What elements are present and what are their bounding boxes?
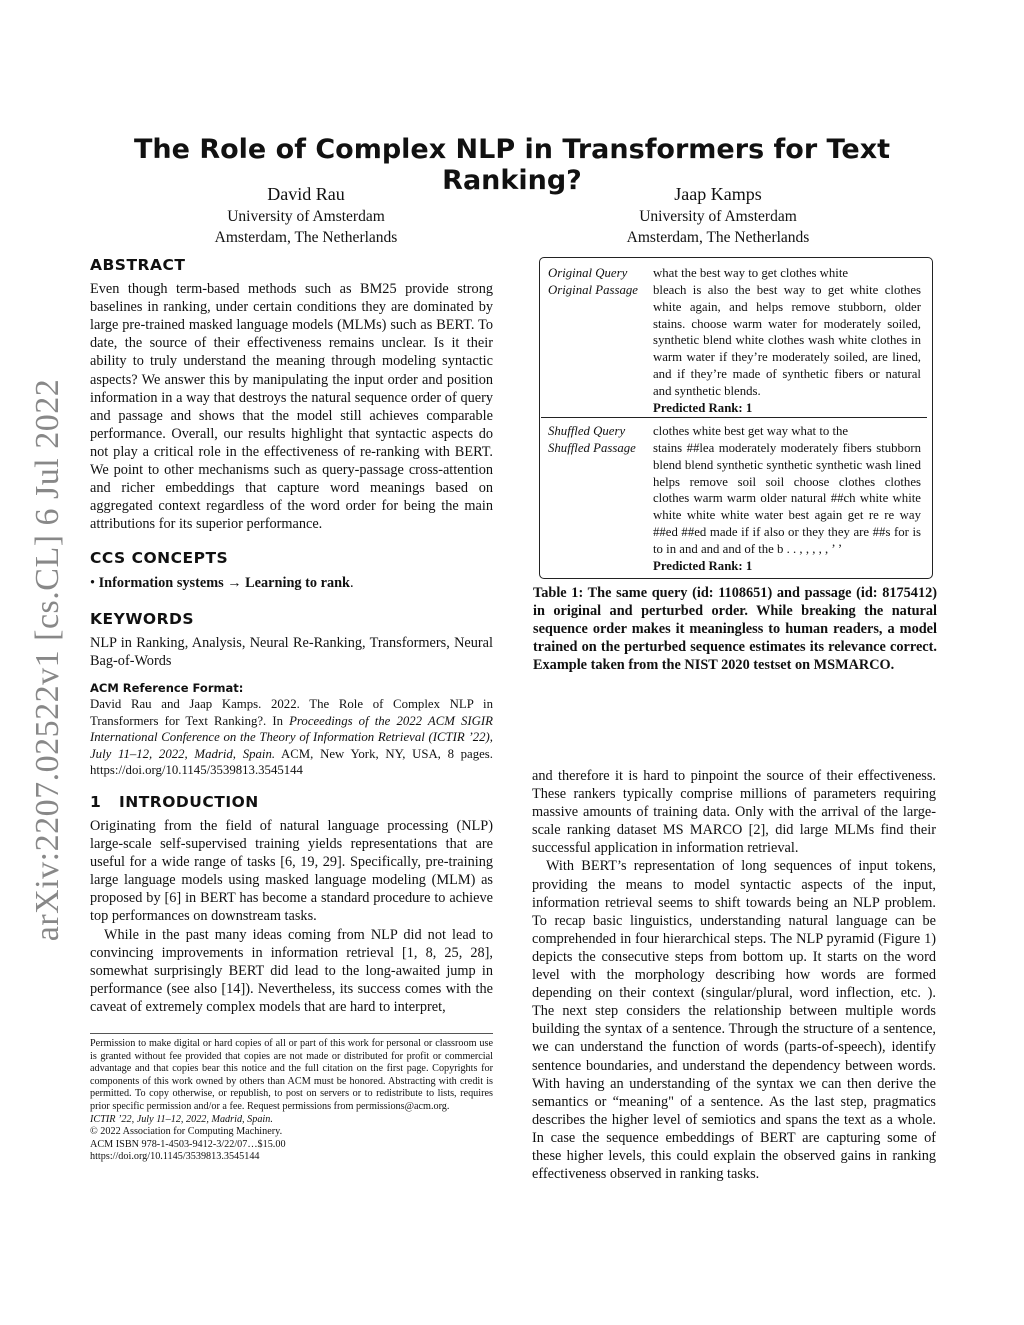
footnote-rule	[90, 1033, 493, 1034]
table-caption: Table 1: The same query (id: 1108651) and passage (id: 8175412) in original and perturbed order. While breaking the natural sequence order makes it meaningless to human readers, a model trained on the perturbed sequence estimates its relevance correct. Example taken from the NIST 2020 testset on MSMARCO.	[533, 585, 937, 673]
ccs-arrow: →	[227, 574, 242, 591]
intro-paragraph-1: Originating from the field of natural language processing (NLP) large-scale self-supervised training yields representations that are useful for a wide range of tasks [6, 19, 29]. Specifically, pre-training large language models using masked language modeling (MLM) as proposed by [6] in BERT has become a standard procedure to achieve top performances on downstream tasks.	[90, 817, 493, 925]
original-query-label: Original Query	[548, 266, 628, 280]
right-paragraph-2: With BERT’s representation of long sequences of input tokens, providing the means to model syntactic aspects of the input, information retrieval seems to shift towards being an NLP problem. To recap basic linguistics, understanding natural language can be comprehended in four hierarchical steps. The NLP pyramid (Figure 1) depicts the consecutive steps from bottom up. It starts on the word level with the morphology describing how words are formed depending on their context (singular/plural, word inflection, etc. ). The next step considers the relationship between multiple words building the syntax of a sentence. Through the structure of a sentence, we can understand the function of words (parts-of-speech), identify sentence boundaries, and understand the dependency between words. With having an understanding of the syntax we can then derive the semantics or “meaning" of a sentence. As the last step, pragmatics describes the higher level of semiotics and spans the text as a whole. In case the sequence embeddings of BERT are capturing some of these higher levels, this could explain the observed gains in ranking effectiveness observed in ranking tasks.	[532, 858, 936, 1183]
author-block-2	[558, 182, 878, 248]
acm-reference	[90, 680, 493, 779]
ccs-concepts	[90, 574, 493, 592]
original-passage-text: bleach is also the best way to get white clothes white again, and helps remove stubborn, older stains. choose warm water for moderately soiled, synthetic blend white clothes wash white clothes in warm water if they’re moderately soiled, are lined, and if they’re made of synthetic fibers or natural and synthetic blends.	[653, 283, 921, 398]
footnote-isbn: ACM ISBN 978-1-4503-9412-3/22/07…$15.00	[90, 1138, 286, 1150]
acm-reference-venue: Proceedings of the 2022 ACM SIGIR International Conference on the Theory of Information Retrieval (ICTIR ’22), July 11–12, 2022, Madrid, Spain.	[90, 713, 493, 761]
acm-reference-text	[90, 696, 493, 779]
footnote-doi: https://doi.org/10.1145/3539813.3545144	[90, 1151, 260, 1163]
intro-heading	[90, 793, 493, 811]
arxiv-id: arXiv:2207.02522v1 [cs.CL] 6 Jul 2022	[29, 378, 67, 942]
ccs-bullet: •	[90, 574, 96, 591]
intro-paragraph-2: While in the past many ideas coming from NLP did not lead to convincing improvements in information retrieval [1, 8, 25, 28], somewhat surprisingly BERT did lead to the long-awaited jump in performance (see also [14]). Nevertheless, its success comes with the caveat of extremely complex models that are hard to interpret,	[90, 926, 493, 1015]
right-paragraph-1: and therefore it is hard to pinpoint the source of their effectiveness. These rankers typically comprise millions of parameters requiring massive amounts of training data. Only with the arrival of the large-scale ranking dataset MS MARCO [2], did large MLMs find their successful application in information retrieval.	[532, 768, 936, 857]
author-affiliation: University of Amsterdam	[639, 208, 797, 225]
footnote	[90, 1038, 493, 1164]
intro-number: 1	[90, 792, 102, 811]
shuffled-predicted-rank: Predicted Rank: 1	[653, 558, 753, 573]
footnote-copyright: © 2022 Association for Computing Machinery.	[90, 1126, 283, 1138]
ccs-period: .	[350, 574, 354, 591]
abstract-heading: ABSTRACT	[90, 256, 186, 274]
original-query: what the best way to get clothes white	[653, 266, 849, 280]
left-column	[90, 256, 493, 1016]
shuffled-query-label: Shuffled Query	[548, 424, 626, 438]
arxiv-side-banner	[28, 380, 68, 940]
paper-title: The Role of Complex NLP in Transformers for Text Ranking?	[133, 134, 891, 196]
table-divider	[541, 417, 927, 418]
keywords-heading: KEYWORDS	[90, 609, 195, 628]
author-name: David Rau	[267, 184, 345, 204]
footnote-permission: Permission to make digital or hard copies of all or part of this work for personal or classroom use is granted without fee provided that copies are not made or distributed for profit or commercial advantage and that copies bear this notice and the full citation on the first page. Copyrights for components of this work owned by others than ACM must be honored. Abstracting with credit is permitted. To copy otherwise, or republish, to post on servers or to redistribute to lists, requires prior specific permission and/or a fee. Request permissions from permissions@acm.org.	[90, 1038, 493, 1112]
ccs-concept-b: Learning to rank	[245, 574, 350, 591]
ccs-concept-a: Information systems	[98, 574, 224, 591]
intro-title: INTRODUCTION	[119, 792, 259, 811]
shuffled-passage	[653, 440, 921, 574]
shuffled-passage-label: Shuffled Passage	[548, 441, 636, 455]
footnote-venue: ICTIR ’22, July 11–12, 2022, Madrid, Spain.	[90, 1113, 273, 1125]
acm-reference-heading: ACM Reference Format:	[90, 680, 244, 695]
keywords-text: NLP in Ranking, Analysis, Neural Re-Ranking, Transformers, Neural Bag-of-Words	[90, 634, 493, 669]
original-predicted-rank: Predicted Rank: 1	[653, 400, 753, 415]
author-affiliation: University of Amsterdam	[227, 208, 385, 225]
right-column	[532, 767, 936, 1183]
author-block-1	[146, 182, 466, 248]
shuffled-passage-text: stains ##lea moderately moderately fibers stubborn blend blend synthetic synthetic synthetic wash lined helps remove soil soil choose clothes clothes clothes warm warm older natural ##ch white white white white white water best again get re re way ##ed ##ed made if if also or they they are ##s for is to in and and and of the b . . , , , , , ’ ’	[653, 441, 921, 556]
author-name: Jaap Kamps	[674, 184, 762, 204]
acm-reference-suffix: ACM, New York, NY, USA, 8 pages. https://doi.org/10.1145/3539813.3545144	[90, 746, 493, 778]
shuffled-query: clothes white best get way what to the	[653, 424, 849, 438]
acm-reference-prefix: David Rau and Jaap Kamps. 2022. The Role of Complex NLP in Transformers for Text Ranking?. In	[90, 697, 493, 728]
ccs-heading: CCS CONCEPTS	[90, 549, 229, 568]
author-location: Amsterdam, The Netherlands	[214, 229, 398, 246]
original-passage-label: Original Passage	[548, 283, 638, 297]
author-location: Amsterdam, The Netherlands	[626, 229, 810, 246]
abstract-text: Even though term-based methods such as BM25 provide strong baselines in ranking, under certain conditions they are dominated by large pre-trained masked language models (MLMs) such as BERT. To date, the source of their effectiveness remains unclear. Is it their ability to truly understand the meaning through modeling syntactic aspects? We answer this by manipulating the input order and position information in a way that destroys the natural sequence order of query and passage and shows that the model still achieves comparable performance. Overall, our results highlight that syntactic aspects do not play a critical role in the effectiveness of re-ranking with BERT. We point to other mechanisms such as query-passage cross-attention and richer embeddings that capture word meanings based on aggregated context regardless of the word order for being the main attributions for its superior performance.	[90, 281, 493, 533]
original-passage	[653, 282, 921, 416]
